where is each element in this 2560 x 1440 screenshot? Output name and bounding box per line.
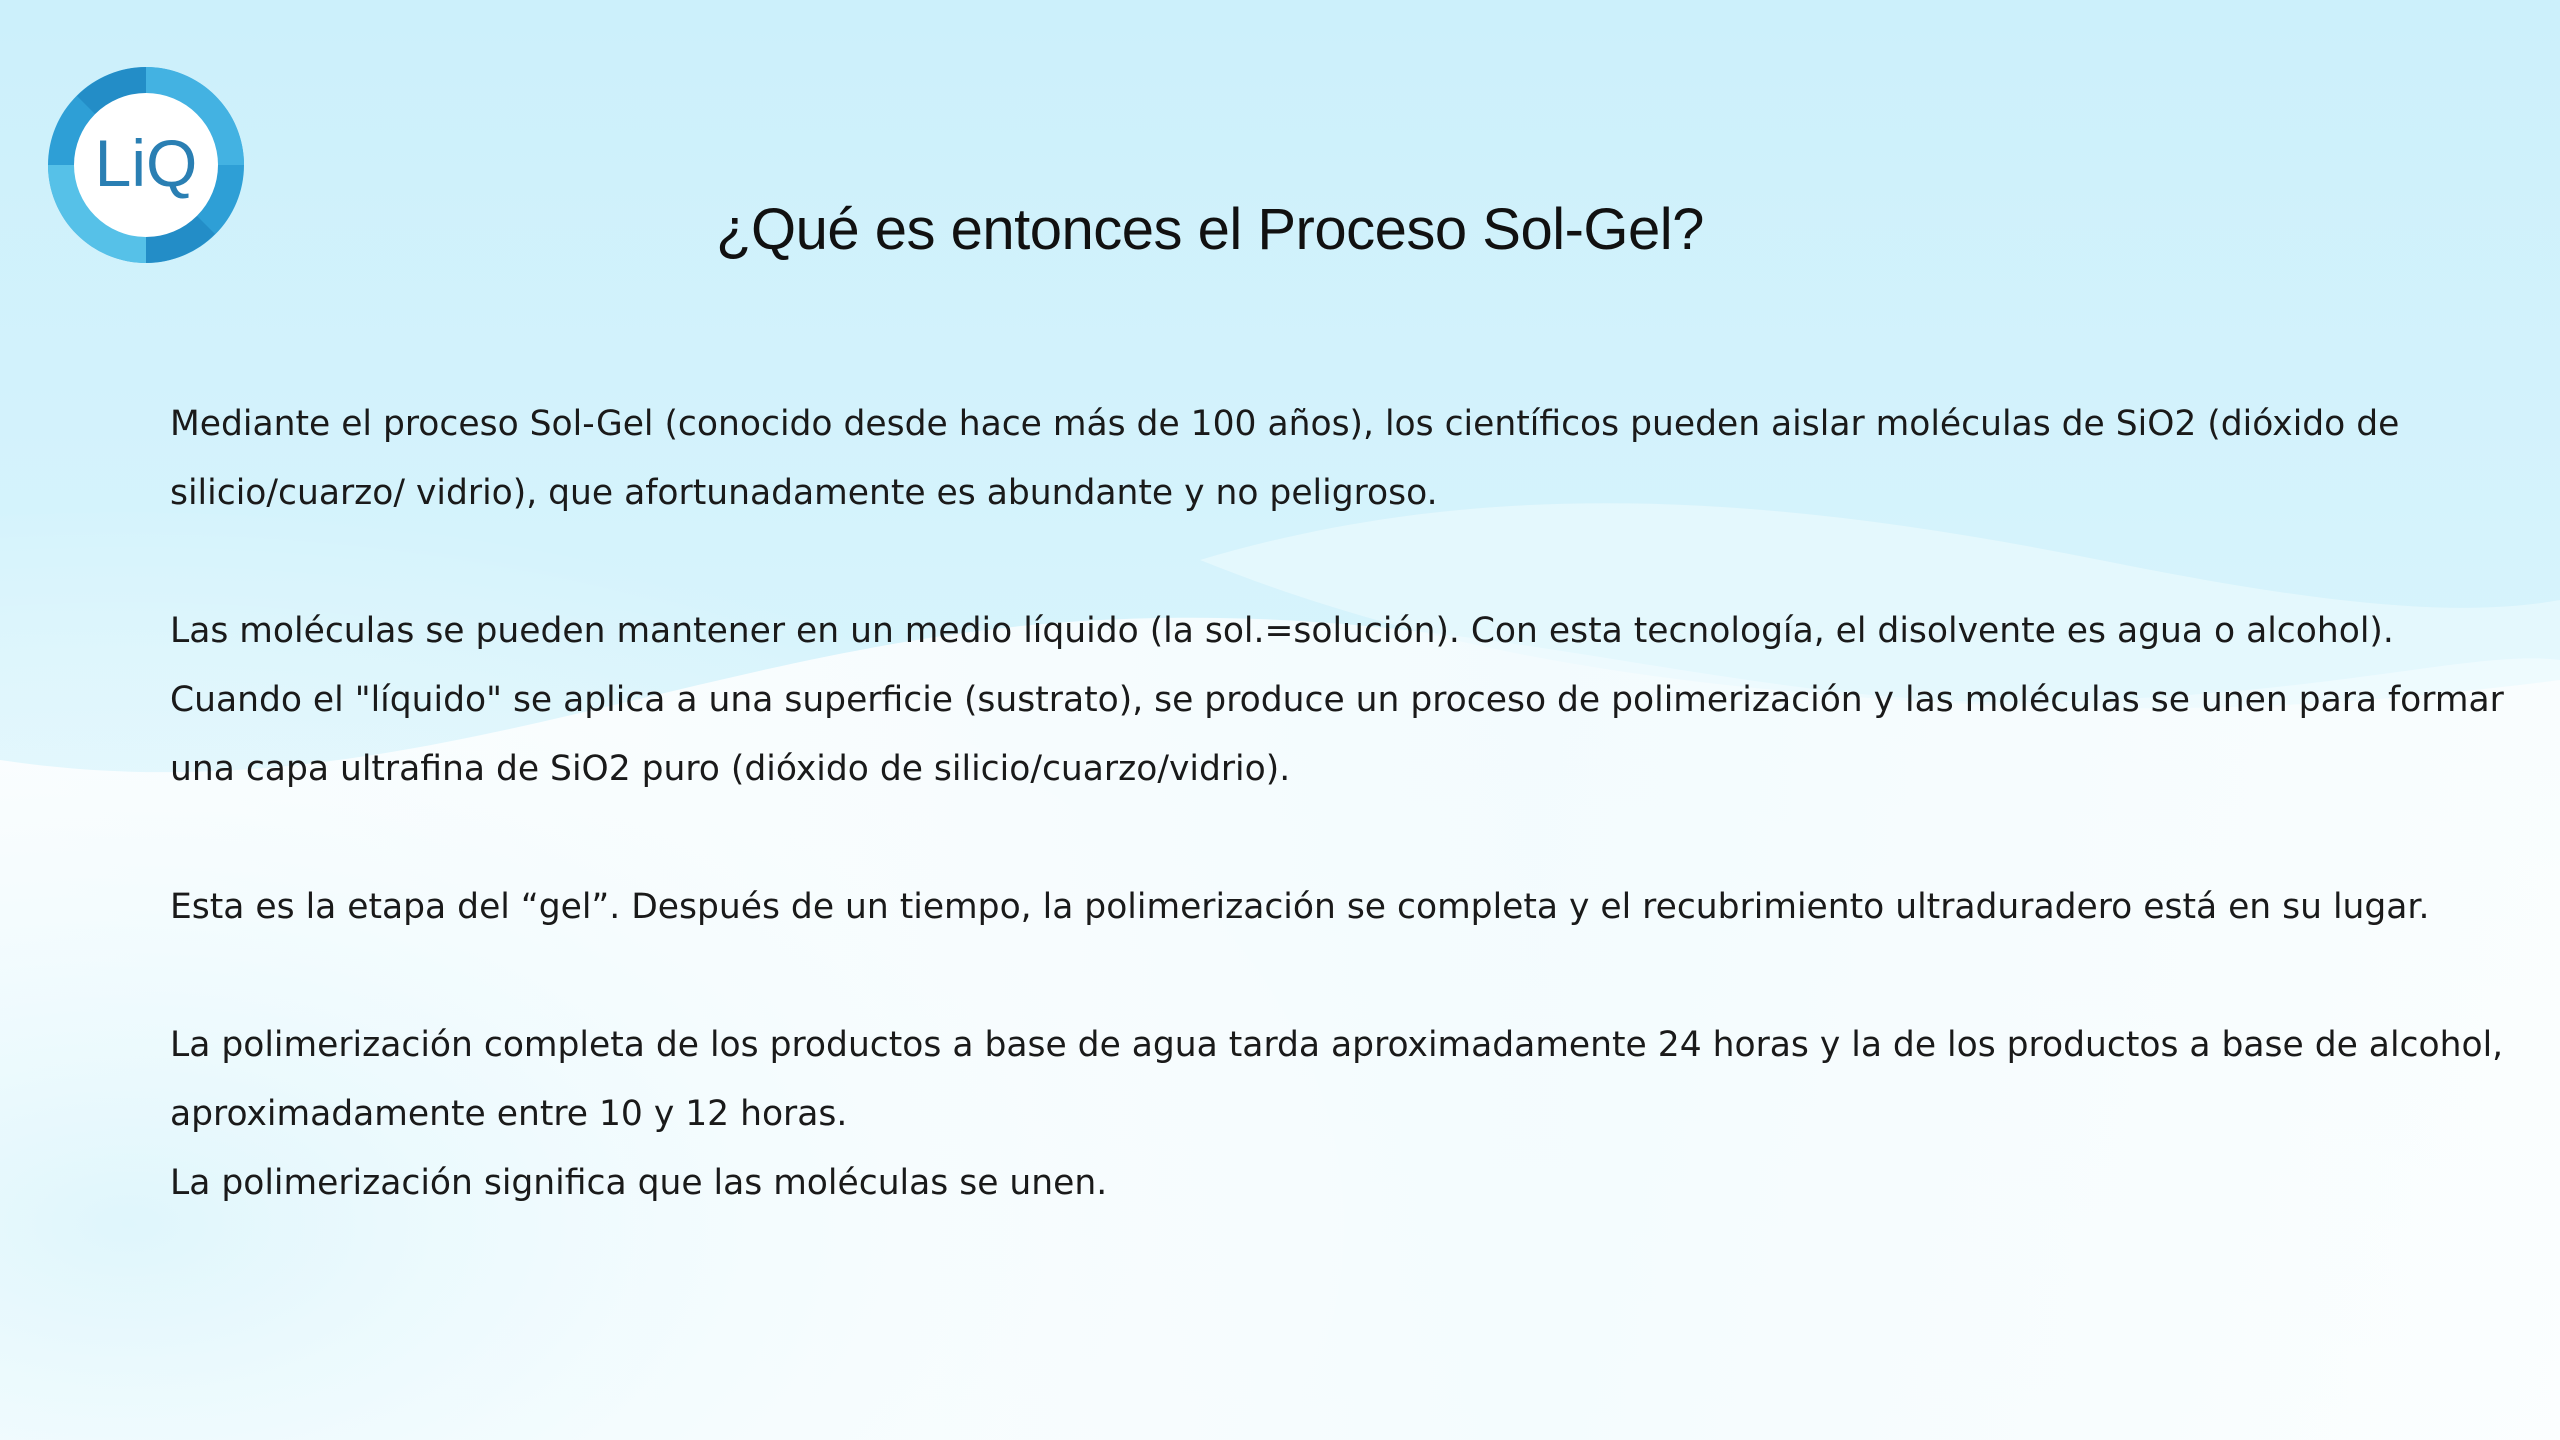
slide-title: ¿Qué es entonces el Proceso Sol-Gel? — [716, 197, 1704, 262]
paragraph-gel-stage: Esta es la etapa del “gel”. Después de un tiempo, la polimerización se completa y el recubrimiento ultraduradero está en su lugar. — [170, 887, 2430, 927]
paragraph-sol-gel-intro: Mediante el proceso Sol-Gel (conocido desde hace más de 100 años), los científicos pueden aislar moléculas de SiO2 (dióxido de silicio/cuarzo/ vidrio), que afortunadamente es abundante y no peligroso. — [170, 404, 2400, 513]
logo-text: LiQ — [94, 126, 198, 200]
paragraph-polymerization-time: La polimerización completa de los productos a base de agua tarda aproximadamente 24 horas y la de los productos a base de alcohol, aproximadamente entre 10 y 12 horas. — [170, 1025, 2504, 1134]
paragraph-liquid-medium: Las moléculas se pueden mantener en un medio líquido (la sol.=solución). Con esta tecnología, el disolvente es agua o alcohol). Cuando el "líquido" se aplica a una superficie (sustrato), se produce un proceso de polimerización y las moléculas se unen para formar una capa ultrafina de SiO2 puro (dióxido de silicio/cuarzo/vidrio). — [170, 611, 2504, 789]
slide-body — [170, 390, 2515, 1218]
paragraph-polymerization-meaning: La polimerización significa que las moléculas se unen. — [170, 1163, 1108, 1203]
